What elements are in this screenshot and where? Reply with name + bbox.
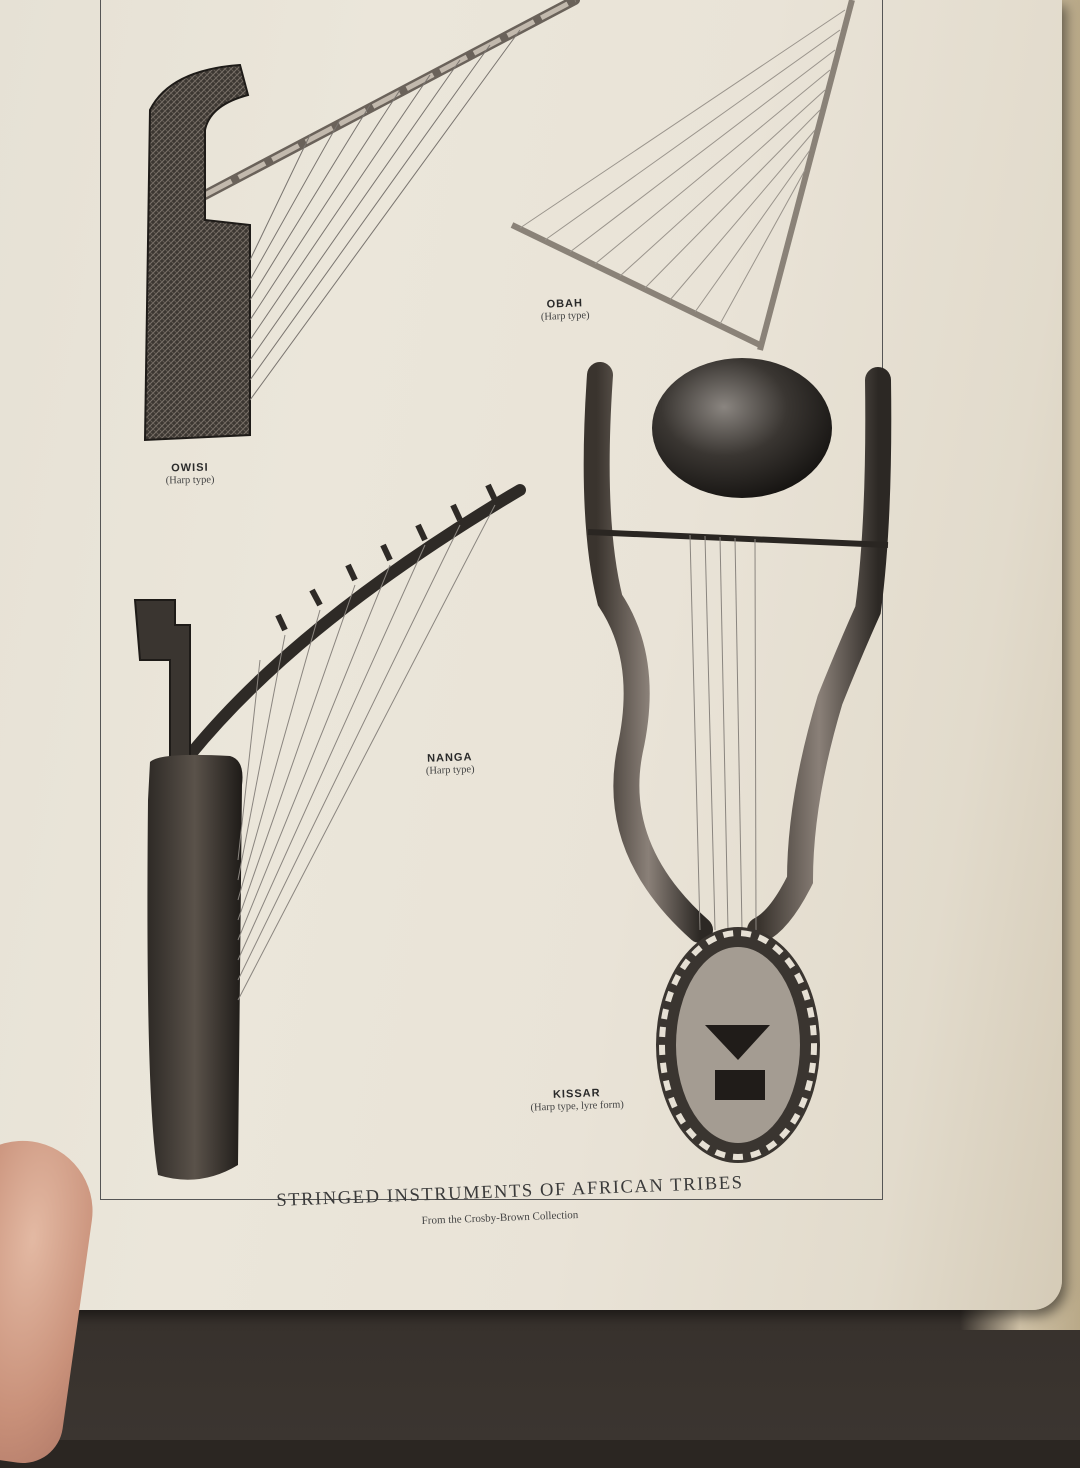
- kissar-name: KISSAR: [552, 1087, 601, 1101]
- nanga-harp-image: [135, 485, 520, 1180]
- owisi-type: (Harp type): [165, 474, 215, 487]
- nanga-name: NANGA: [426, 751, 473, 765]
- plate-caption: STRINGED INSTRUMENTS OF AFRICAN TRIBES: [276, 1173, 744, 1211]
- kissar-type: (Harp type, lyre form): [530, 1099, 625, 1114]
- owisi-harp-image: [145, 0, 575, 440]
- obah-harp-image: [512, 0, 852, 498]
- label-owisi: [130, 461, 250, 488]
- obah-name: OBAH: [546, 297, 584, 311]
- owisi-name: OWISI: [171, 461, 209, 475]
- plate-subcaption: From the Crosby-Brown Collection: [421, 1208, 579, 1228]
- nanga-type: (Harp type): [425, 763, 475, 777]
- label-nanga: [385, 750, 516, 779]
- label-obah: [500, 296, 631, 325]
- obah-type: (Harp type): [540, 309, 590, 323]
